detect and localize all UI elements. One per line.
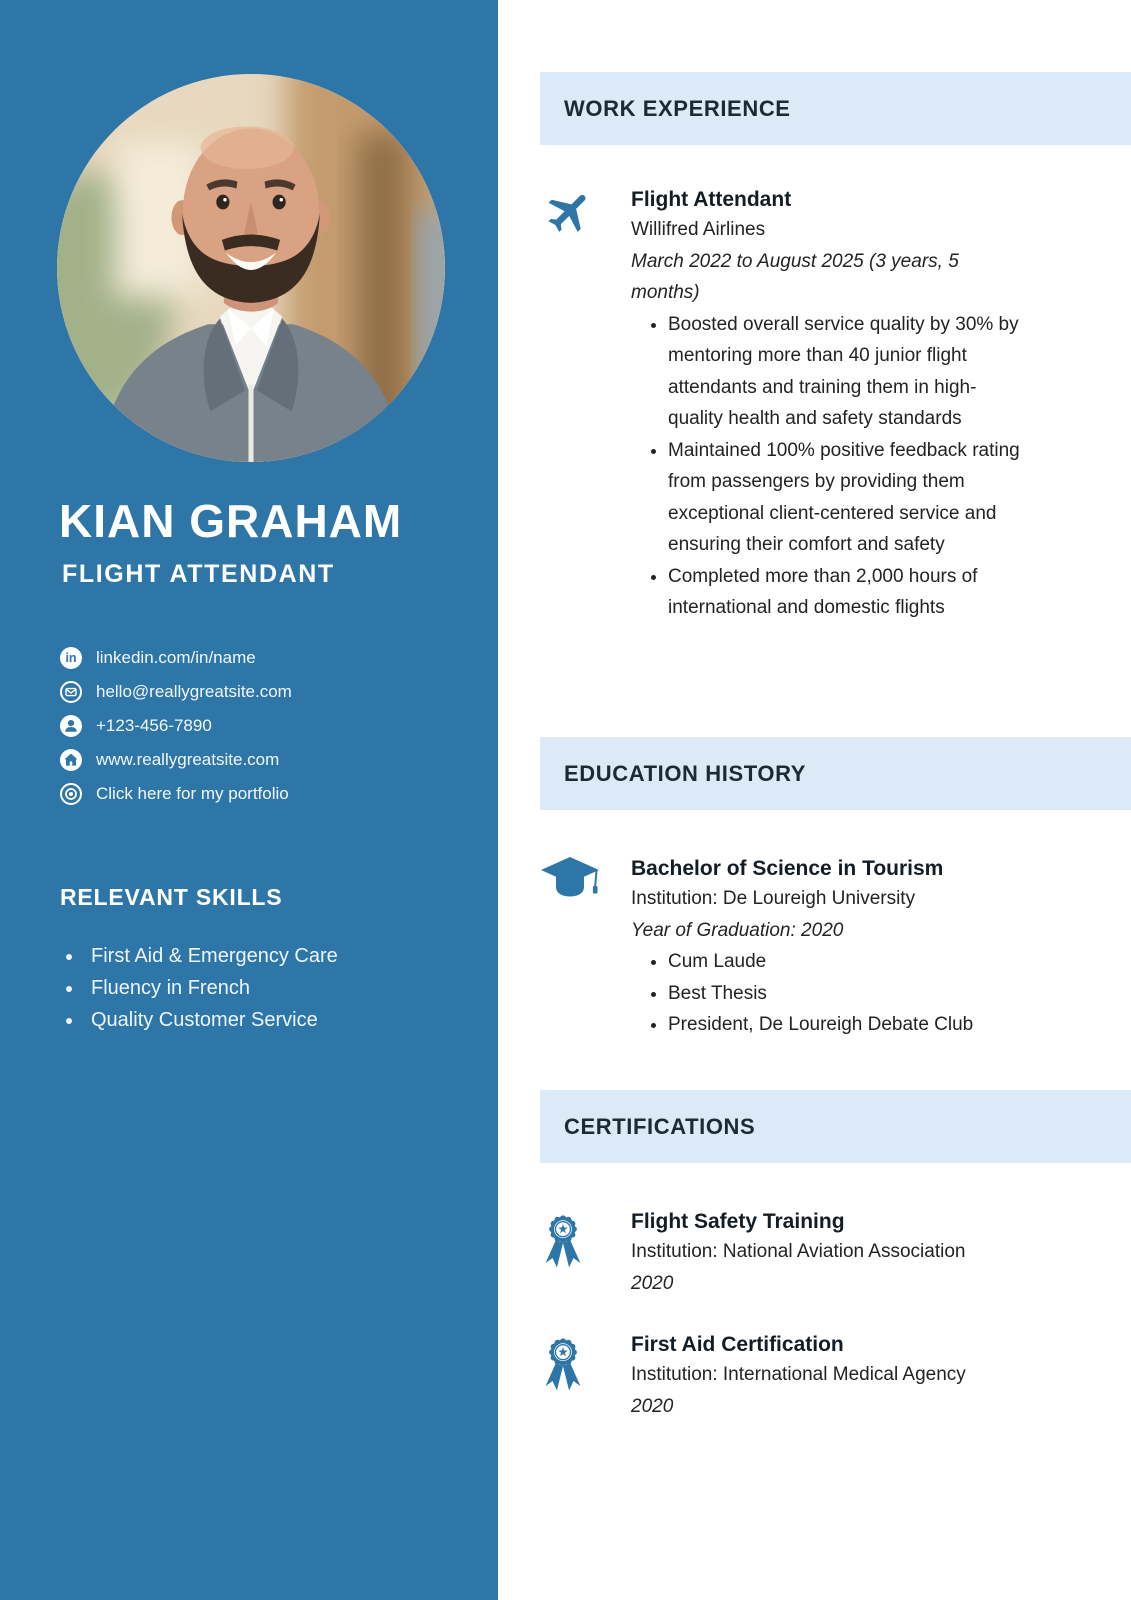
section-title: WORK EXPERIENCE [564, 95, 791, 121]
education-bullet: • Cum Laude [668, 946, 1030, 978]
education-bullet: • Best Thesis [668, 978, 1030, 1010]
linkedin-icon: in [60, 647, 82, 669]
section-header-certifications [540, 1090, 1131, 1163]
portfolio-icon [60, 783, 82, 805]
certification-institution: Institution: National Aviation Association [631, 1241, 966, 1262]
certification-entry [631, 1331, 1030, 1422]
email-icon [60, 681, 82, 703]
person-role: FLIGHT ATTENDANT [62, 560, 335, 588]
education-entry [631, 855, 1030, 1041]
contact-linkedin[interactable] [60, 641, 292, 675]
contact-website[interactable] [60, 743, 292, 777]
contact-portfolio[interactable] [60, 777, 292, 811]
phone-icon [60, 715, 82, 737]
contact-email[interactable] [60, 675, 292, 709]
ribbon-badge-icon [542, 1210, 584, 1278]
person-name: KIAN GRAHAM [59, 495, 403, 547]
profile-photo-illustration [57, 74, 445, 462]
contact-portfolio-text: Click here for my portfolio [96, 784, 289, 803]
certification-entry [631, 1208, 1030, 1299]
work-bullet: • Maintained 100% positive feedback rating from passengers by providing them exceptional client-centered service and ensuring their comfort and safety [668, 435, 1023, 561]
section-header-work-experience [540, 72, 1131, 145]
work-experience-entry [631, 186, 1030, 624]
company-name: Willifred Airlines [631, 219, 766, 240]
contact-website-text: www.reallygreatsite.com [96, 750, 280, 769]
work-bullet: • Completed more than 2,000 hours of international and domestic flights [668, 561, 1023, 624]
contact-linkedin-text: linkedin.com/in/name [96, 648, 256, 667]
graduation-cap-icon [539, 854, 601, 904]
section-title: CERTIFICATIONS [564, 1113, 756, 1139]
certification-title: Flight Safety Training [631, 1210, 845, 1233]
education-bullet-list [631, 946, 1030, 1041]
website-icon [60, 749, 82, 771]
certification-institution: Institution: International Medical Agency [631, 1364, 966, 1385]
education-bullet: • President, De Loureigh Debate Club [668, 1009, 1030, 1041]
education-institution: Institution: De Loureigh University [631, 888, 916, 909]
profile-photo [57, 74, 445, 462]
sidebar [0, 0, 498, 1600]
certification-title: First Aid Certification [631, 1333, 844, 1356]
work-bullet-list [631, 309, 1023, 624]
work-bullet: • Boosted overall service quality by 30% by mentoring more than 40 junior flight attendants and training them in high-quality health and safety standards [668, 309, 1023, 435]
contact-list [60, 641, 292, 811]
job-title: Flight Attendant [631, 188, 792, 211]
skill-item: • Quality Customer Service [84, 1004, 464, 1036]
certification-year: 2020 [631, 1272, 674, 1294]
section-header-education-history [540, 737, 1131, 810]
degree-title: Bachelor of Science in Tourism [631, 857, 944, 880]
section-title: EDUCATION HISTORY [564, 760, 807, 786]
certification-year: 2020 [631, 1395, 674, 1417]
airplane-icon [544, 186, 596, 238]
contact-phone[interactable] [60, 709, 292, 743]
skill-item: • Fluency in French [84, 972, 464, 1004]
contact-email-text: hello@reallygreatsite.com [96, 682, 292, 701]
employment-dates: March 2022 to August 2025 (3 years, 5 months) [631, 250, 959, 303]
skill-item: • First Aid & Emergency Care [84, 940, 464, 972]
ribbon-badge-icon [542, 1333, 584, 1401]
skills-section-title: RELEVANT SKILLS [60, 884, 283, 910]
contact-phone-text: +123-456-7890 [96, 716, 212, 735]
graduation-year: Year of Graduation: 2020 [631, 919, 844, 941]
skills-list [60, 940, 464, 1036]
